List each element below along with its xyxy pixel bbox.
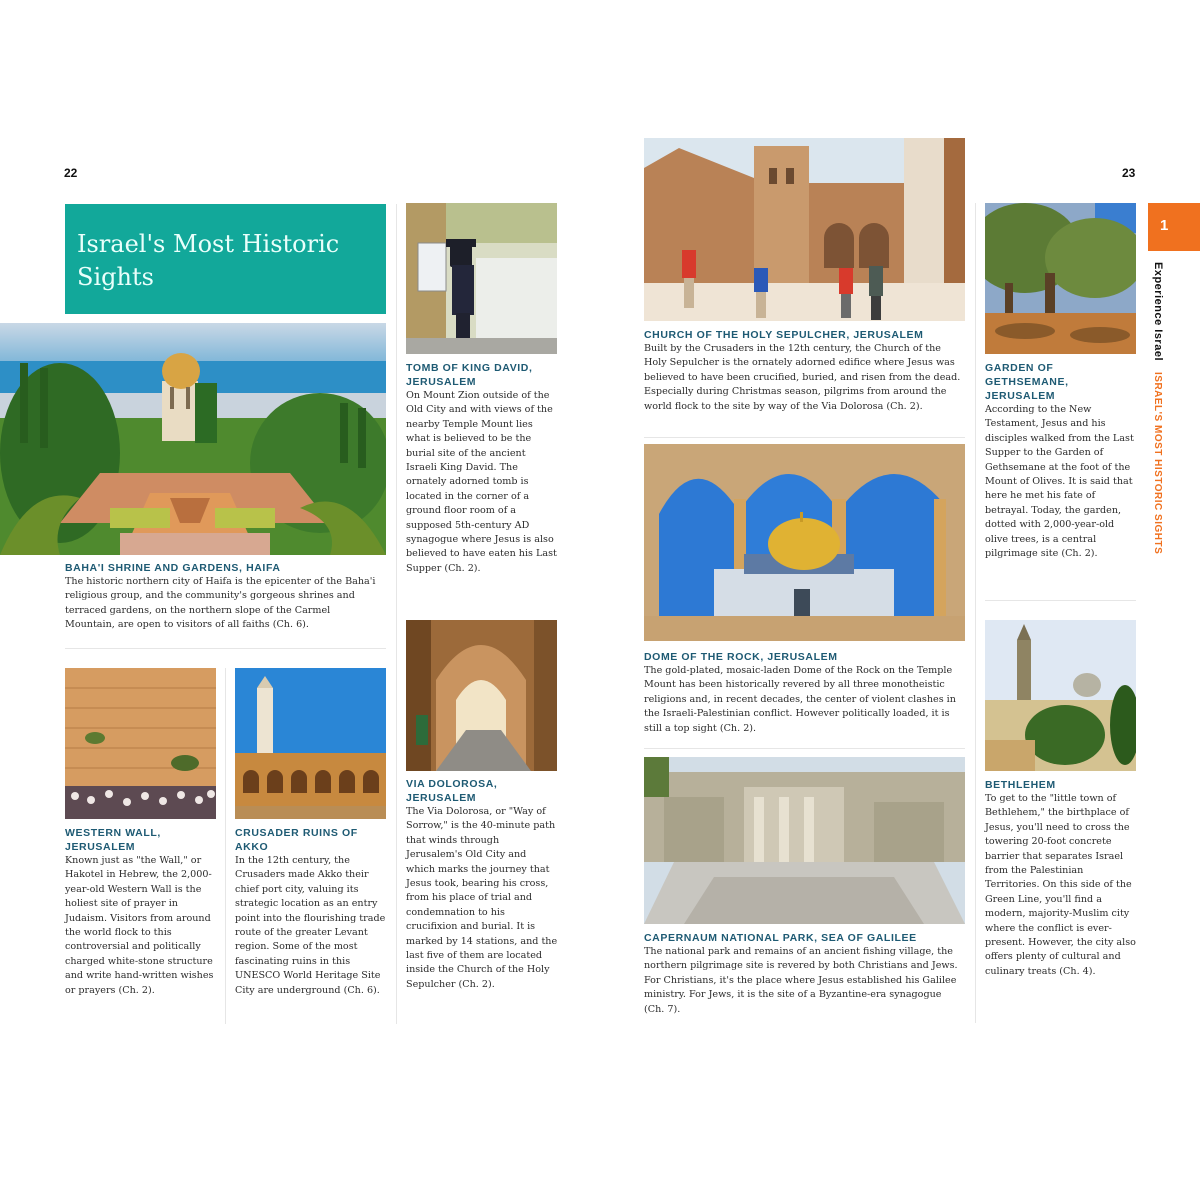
- sight-text-dome-of-the-rock: The gold-plated, mosaic-laden Dome of the Rock on the Temple Mount has been historically revered by all three monotheistic religions and, in recent decades, the center of violent clashes in the Israeli-Palestinian conflict. However politically loaded, it is still a top sight (Ch. 2).: [644, 665, 956, 734]
- bethlehem-photo: [985, 620, 1136, 771]
- chapter-tab: 1: [1148, 203, 1200, 251]
- sight-text-capernaum: The national park and remains of an ancient fishing village, the northern pilgrimage site is revered by both Christians and Jews. For Christians, it's the place where Jesus established his Galilee ministry. For Jews, it is the site of a Byzantine-era synagogue (Ch. 7).: [644, 946, 958, 1015]
- via-dolorosa-photo: [406, 620, 557, 771]
- holy-sepulcher-photo: [644, 138, 965, 321]
- section-title: ISRAEL'S MOST HISTORIC SIGHTS: [1152, 372, 1163, 555]
- sight-heading-via-dolorosa: VIA DOLOROSA, JERUSALEM: [406, 778, 498, 804]
- sight-text-bahai: The historic northern city of Haifa is the epicenter of the Baha'i religious group, and the community's gorgeous shrines and terraced gardens, on the northern slope of the Carmel Mountain, are open to visitors of all faiths (Ch. 6).: [65, 576, 376, 631]
- row-divider: [644, 437, 965, 438]
- sight-text-akko: In the 12th century, the Crusaders made Akko their chief port city, valuing its strategic location as an entry point into the flourishing trade route of the greater Levant region. Some of the most fascinating ruins in this UNESCO World Heritage Site City are underground (Ch. 6).: [235, 855, 386, 996]
- sight-text-gethsemane: According to the New Testament, Jesus and his disciples walked from the Last Supper to the Garden of Gethsemane at the foot of the Mount of Olives. It is said that here he met his fate of betrayal. Today, the garden, dotted with 2,000-year-old olive trees, is a central pilgrimage site (Ch. 2).: [985, 404, 1134, 560]
- sight-heading-gethsemane: GARDEN OF GETHSEMANE, JERUSALEM: [985, 362, 1069, 402]
- sight-heading-capernaum: CAPERNAUM NATIONAL PARK, SEA OF GALILEE: [644, 932, 917, 944]
- sight-heading-tomb-of-david: TOMB OF KING DAVID, JERUSALEM: [406, 362, 533, 388]
- row-divider: [985, 600, 1136, 601]
- capernaum-photo: [644, 757, 965, 924]
- sight-text-tomb-of-david: On Mount Zion outside of the Old City and with views of the nearby Temple Mount lies what is believed to be the burial site of the ancient Israeli King David. The ornately adorned tomb is located in the corner of a ground floor room of a supposed 5th-century AD synagogue where Jesus is also believed to have eaten his Last Supper (Ch. 2).: [406, 390, 557, 574]
- crusader-ruins-akko-photo: [235, 668, 386, 819]
- row-divider: [644, 748, 965, 749]
- gethsemane-photo: [985, 203, 1136, 354]
- bahai-gardens-photo: [0, 323, 386, 555]
- sight-heading-holy-sepulcher: CHURCH OF THE HOLY SEPULCHER, JERUSALEM: [644, 329, 924, 341]
- chapter-title: Experience Israel: [1152, 262, 1164, 362]
- sight-text-holy-sepulcher: Built by the Crusaders in the 12th century, the Church of the Holy Sepulcher is the ornately adorned edifice where Jesus was believed to have been crucified, buried, and risen from the dead. Especially during Christmas season, pilgrims from around the world flock to the site by way of the Via Dolorosa (Ch. 2).: [644, 343, 961, 412]
- page-number-left: 22: [64, 166, 78, 180]
- column-divider: [396, 204, 397, 1024]
- sight-heading-akko: CRUSADER RUINS OF AKKO: [235, 827, 358, 853]
- sight-heading-western-wall: WESTERN WALL, JERUSALEM: [65, 827, 161, 853]
- sight-text-bethlehem: To get to the "little town of Bethlehem," the birthplace of Jesus, you'll need to cross the towering 20-foot concrete barrier that separates Israel from the Palestinian Territories. On this side of the Green Line, you'll find a modern, majority-Muslim city where the conflict is ever-present. However, the city also offers plenty of cultural and culinary treats (Ch. 4).: [985, 793, 1136, 977]
- page-title: Israel's Most Historic Sights: [65, 204, 386, 314]
- column-divider: [975, 203, 976, 1023]
- row-divider: [65, 648, 386, 649]
- tomb-of-david-photo: [406, 203, 557, 354]
- sight-text-via-dolorosa: The Via Dolorosa, or "Way of Sorrow," is the 40-minute path that winds through Jerusalem's Old City and which marks the journey that Jesus took, bearing his cross, from his place of trial and condemnation to his crucifixion and burial. It is marked by 14 stations, and the last five of them are located inside the Church of the Holy Sepulcher (Ch. 2).: [406, 806, 558, 990]
- page-number-right: 23: [1122, 166, 1136, 180]
- column-divider: [225, 668, 226, 1024]
- sight-text-western-wall: Known just as "the Wall," or Hakotel in Hebrew, the 2,000-year-old Western Wall is the holiest site of prayer in Judaism. Visitors from around the world flock to this controversial and politically charged white-stone structure and write hand-written wishes or prayers (Ch. 2).: [65, 855, 214, 996]
- dome-of-the-rock-photo: [644, 444, 965, 641]
- sight-heading-dome-of-the-rock: DOME OF THE ROCK, JERUSALEM: [644, 651, 838, 663]
- sight-heading-bahai: BAHA'I SHRINE AND GARDENS, HAIFA: [65, 562, 281, 574]
- western-wall-photo: [65, 668, 216, 819]
- sight-heading-bethlehem: BETHLEHEM: [985, 779, 1056, 791]
